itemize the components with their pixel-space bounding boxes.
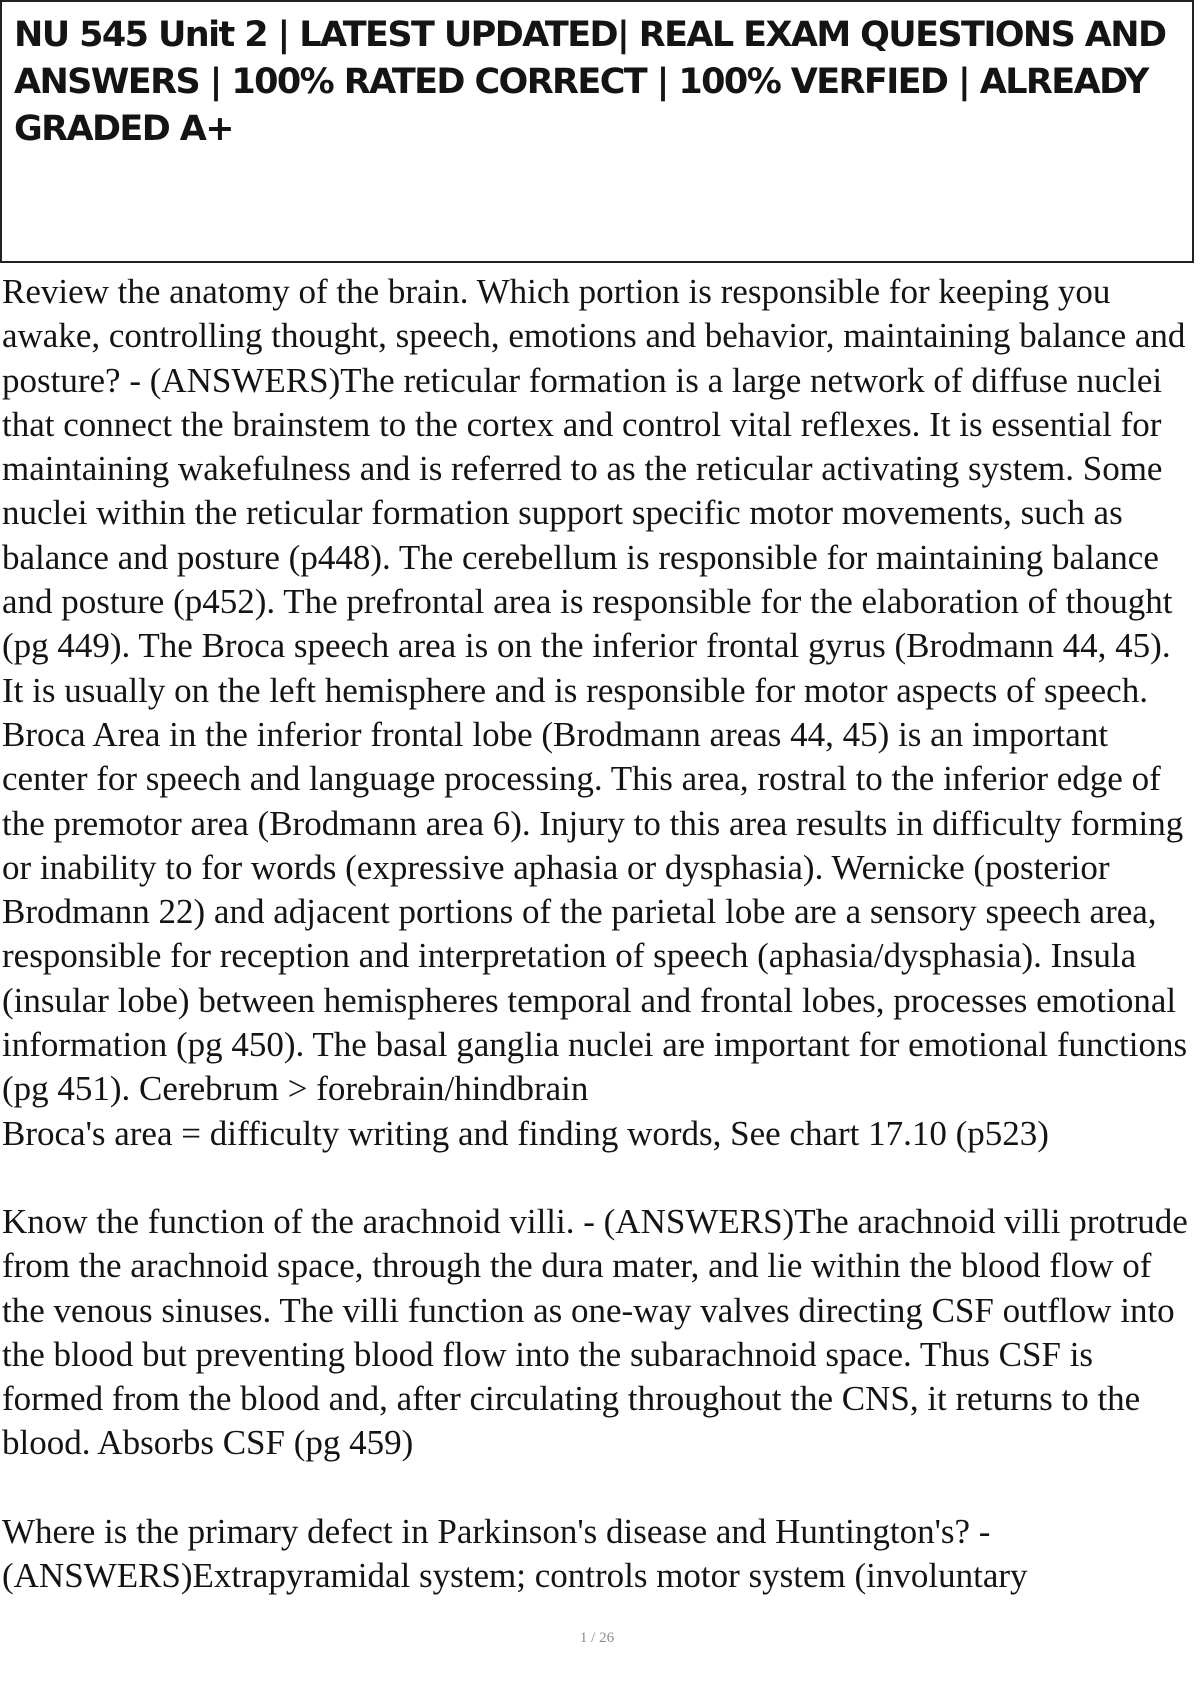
qa-text: Review the anatomy of the brain. Which portion is responsible for keeping you awake, controlling thought, speech, emotions and behavior, maintaining balance and posture? - (ANSWERS)The reticular formation is a large network of diffuse nuclei that connect the brainstem to the cortex and control vital reflexes. It is essential for maintaining wakefulness and is referred to as the reticular activating system. Some nuclei within the reticular formation support specific motor movements, such as balance and posture (p448). The cerebellum is responsible for maintaining balance and posture (p452). The prefrontal area is responsible for the elaboration of thought (pg 449). The Broca speech area is on the inferior frontal gyrus (Brodmann 44, 45). It is usually on the left hemisphere and is responsible for motor aspects of speech. Broca Area in the inferior frontal lobe (Brodmann areas 44, 45) is an important center for speech and language processing. This area, rostral to the inferior edge of the premotor area (Brodmann area 6). Injury to this area results in difficulty forming or inability to for words (expressive aphasia or dysphasia). Wernicke (posterior Brodmann 22) and adjacent portions of the parietal lobe are a sensory speech area, responsible for reception and interpretation of speech (aphasia/dysphasia). Insula (insular lobe) between hemispheres temporal and frontal lobes, processes emotional information (pg 450). The basal ganglia nuclei are important for emotional functions (pg 451). Cerebrum > forebrain/hindbrain <box>2 272 1188 1109</box>
document-title: NU 545 Unit 2 | LATEST UPDATED| REAL EXAM QUESTIONS AND ANSWERS | 100% RATED CORRECT | 100% VERFIED | ALREADY GRADED A+ <box>14 15 1166 149</box>
qa-text: Where is the primary defect in Parkinson's disease and Huntington's? - (ANSWERS)Extrapyramidal system; controls motor system (involuntary <box>2 1511 1028 1596</box>
qa-text: Know the function of the arachnoid villi. - (ANSWERS)The arachnoid villi protrude from the arachnoid space, through the dura mater, and lie within the blood flow of the venous sinuses. The villi function as one-way valves directing CSF outflow into the blood but preventing blood flow into the subarachnoid space. Thus CSF is formed from the blood and, after circulating throughout the CNS, it returns to the blood. Absorbs CSF (pg 459) <box>2 1201 1188 1463</box>
qa-item-arachnoid-villi <box>2 1200 1196 1466</box>
page-number: 1 / 26 <box>579 1630 615 1646</box>
qa-item-brain-anatomy <box>2 270 1196 1156</box>
document-body <box>2 270 1196 1642</box>
document-title-box <box>0 0 1194 263</box>
qa-extra-note: Broca's area = difficulty writing and finding words, See chart 17.10 (p523) <box>2 1113 1049 1153</box>
qa-item-parkinsons-huntingtons <box>2 1510 1196 1599</box>
